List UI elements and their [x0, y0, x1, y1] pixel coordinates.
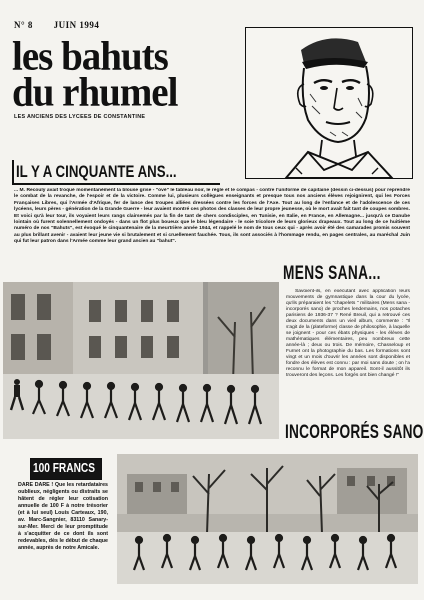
price-badge: 100 FRANCS — [33, 460, 95, 475]
photo-courtyard-exercise — [3, 282, 279, 439]
masthead-title-line2: du rhumel — [12, 69, 178, 116]
notice-body: Que les retardataires oublieux, négligents ou distraits se hâtent de régler leur cotisation annuelle de 100 F à notre trésorier (et à lui seul) Louis Carteaux, 190, av. Marc-Sangnier, 83110 Sanary-sur-Mer. Merci de leur promptitude à s'acquitter de ce dont ils sont redevables, dès le début de chaque année, auprès de notre Amicale. — [18, 482, 108, 551]
portrait-sketch — [246, 28, 412, 178]
article1-body: ... M. Recoulý avait troqué momentanément la blouse grise - "ové" le tableau noir, le règle et le compas - contre l'uniforme de capitaine (dessin ci-dessus) pour reprendre le combat de la revanche, de l'espoir et de la victoire. Comme lui, plusieurs collègues enseignants et presque tous nos anciens élèves rejoignirent, qui les Forces Françaises Libres, qui l'Armée d'Afrique, fer de lance des troupes alliées dressées contre les forces de l'Axe. Tout au long de l'enfance et de l'adolescence de ces lycéens, leurs pères - génération de la Grande Guerre - leur avaient montré ces photos des classes de leur propre jeunesse, où le mort avait fait tant de coupes sombres. Et voici qu'à leur tour, ils voyaient leurs rangs clairsemés par la fin de tant de chers condisciples, en Tunisie, en Italie, en France, en Allemagne... jusqu'à ce Danube lointain où furent solennellement ondoyés - dans un flot plus boueux que le bleu légendaire - le soie tricolore de leurs glorieux drapeaux. Tout au long de ce huitième numéro de nos "Bahuts", est évoqué le cinquantenaire de la meurtrière année 1944, et rappelé le nom de tous ceux qui - après avoir été des camarades promis souvent au plus brillant avenir - avaient leur jeune vie si brutalement et si cruellement fauchée. Tous, ils sont associés à l'hommage rendu, en pages centrales, au maréchal Juin qui fut leur patron dans l'Armée comme leur grand ancien au "bahut". — [14, 188, 410, 245]
masthead-title-line1: les bahuts — [12, 33, 168, 80]
masthead-subtitle: LES ANCIENS DES LYCEES DE CONSTANTINE — [14, 114, 146, 120]
notice-lead: DARE DARE ! — [18, 482, 54, 488]
gymnastics-photo-bottom — [117, 454, 418, 584]
issue-date: JUIN 1994 — [53, 20, 100, 30]
article2-body — [286, 289, 410, 415]
gymnastics-photo-top — [3, 282, 279, 439]
article3-headline: INCORPORÉS SANO — [285, 422, 424, 443]
photo-courtyard-trees — [117, 454, 418, 584]
membership-notice — [18, 482, 108, 590]
article2-paragraph: Savoient-ils, en exécutant avec application leurs mouvements de gymnastique dans la cour du lycée, qu'ils préparaient les "chapelets " militaires (Mens sana - incorporés sano) de proches lendemains, nos potaches parisiens de 1936-37 ? René Breuil, qui a retrouvé ces deux documents dans un vieil album, commente : "Il s'agit de la (plateforme) classe de philosophie, à laquelle se joignent - pour ces ébats physiques - les élèves de mathématiques élémentaires, peu nombreux cette année-là ; deux ou trois. De mémoire, Chasseloup et Furnet ont la photographie du bas. Les formations sont vingt et un mois d'ouvrir les années sont disponibles et fondre des élèves est connu : par moi sans doute ; on l'a reconnu le format de mon appareil. Sont-il aussitôt ils trouveront des leçons. Les forgés ont bien changé !" — [286, 289, 410, 378]
issue-meta — [14, 20, 234, 30]
article2-headline: MENS SANA... — [283, 263, 381, 284]
issue-number: N° 8 — [14, 20, 33, 30]
article1-headline: IL Y A CINQUANTE ANS... — [16, 162, 177, 181]
captain-portrait-drawing — [245, 27, 413, 179]
